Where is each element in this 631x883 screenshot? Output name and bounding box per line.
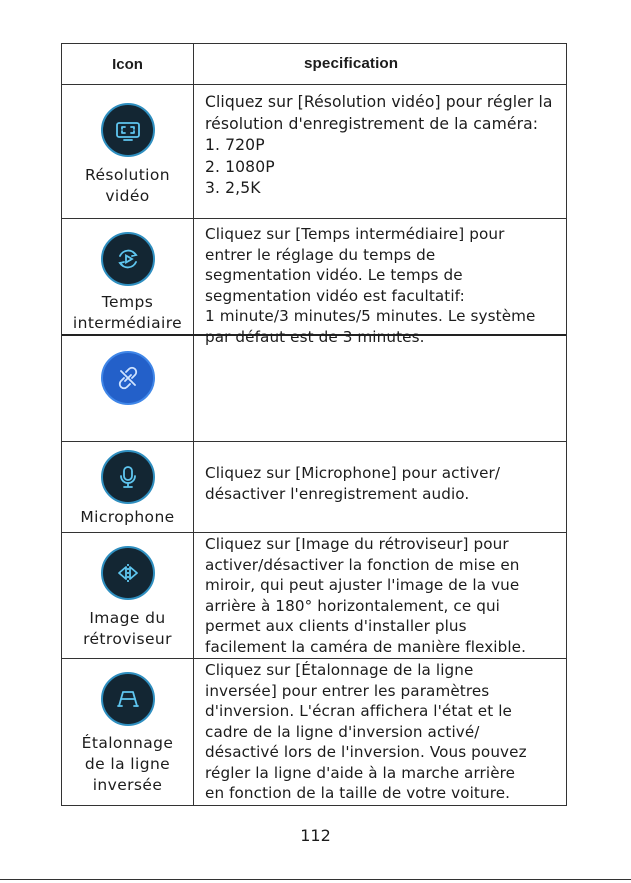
parking-line-icon <box>101 672 155 726</box>
row-spec: Cliquez sur [Microphone] pour activer/ désactiver l'enregistrement audio. <box>205 464 501 503</box>
row-spec <box>194 336 566 441</box>
table-row <box>62 218 566 346</box>
row-label: Microphone <box>80 508 175 526</box>
video-resolution-icon <box>101 103 155 157</box>
mirror-flip-icon <box>101 546 155 600</box>
loop-recording-icon <box>101 232 155 286</box>
row-spec: Cliquez sur [Résolution vidéo] pour régler la résolution d'enregistrement de la caméra: 1. 720P 2. 1080P 3. 2,5K <box>205 93 553 197</box>
table-row <box>62 84 566 218</box>
row-spec: Cliquez sur [Temps intermédiaire] pour entrer le réglage du temps de segmentation vidéo. Le temps de segmentation vidéo est facultatif: 1 minute/3 minutes/5 minutes. Le système par défaut est de 3 minutes. <box>205 225 536 346</box>
header-icon-col: Icon <box>62 44 194 84</box>
footer-rule <box>0 879 631 880</box>
table-row <box>62 532 566 658</box>
table-row <box>62 334 566 441</box>
unlink-icon <box>101 351 155 405</box>
table-header <box>62 44 566 84</box>
row-spec: Cliquez sur [Étalonnage de la ligne inversée] pour entrer les paramètres d'inversion. L'écran affichera l'état et le cadre de la ligne d'inversion activé/ désactivé lors de l'inversion. Vous pouvez régler la ligne d'aide à la marche arrière en fonction de la taille de votre voiture. <box>205 661 527 802</box>
settings-table <box>61 43 567 806</box>
page-number: 112 <box>300 826 331 845</box>
table-row <box>62 441 566 532</box>
row-label: Image du rétroviseur <box>83 609 172 648</box>
row-label: Résolution vidéo <box>85 166 170 205</box>
table-row <box>62 658 566 805</box>
row-spec: Cliquez sur [Image du rétroviseur] pour activer/désactiver la fonction de mise en miroir, qui peut ajuster l'image de la vue arrière à 180° horizontalement, ce qui permet aux clients d'installer plus facilement la caméra de manière flexible. <box>205 535 527 656</box>
header-spec-col: specification <box>304 54 399 72</box>
row-label: Étalonnage de la ligne inversée <box>81 734 174 794</box>
row-label: Temps intermédiaire <box>72 293 183 332</box>
microphone-icon <box>101 450 155 504</box>
